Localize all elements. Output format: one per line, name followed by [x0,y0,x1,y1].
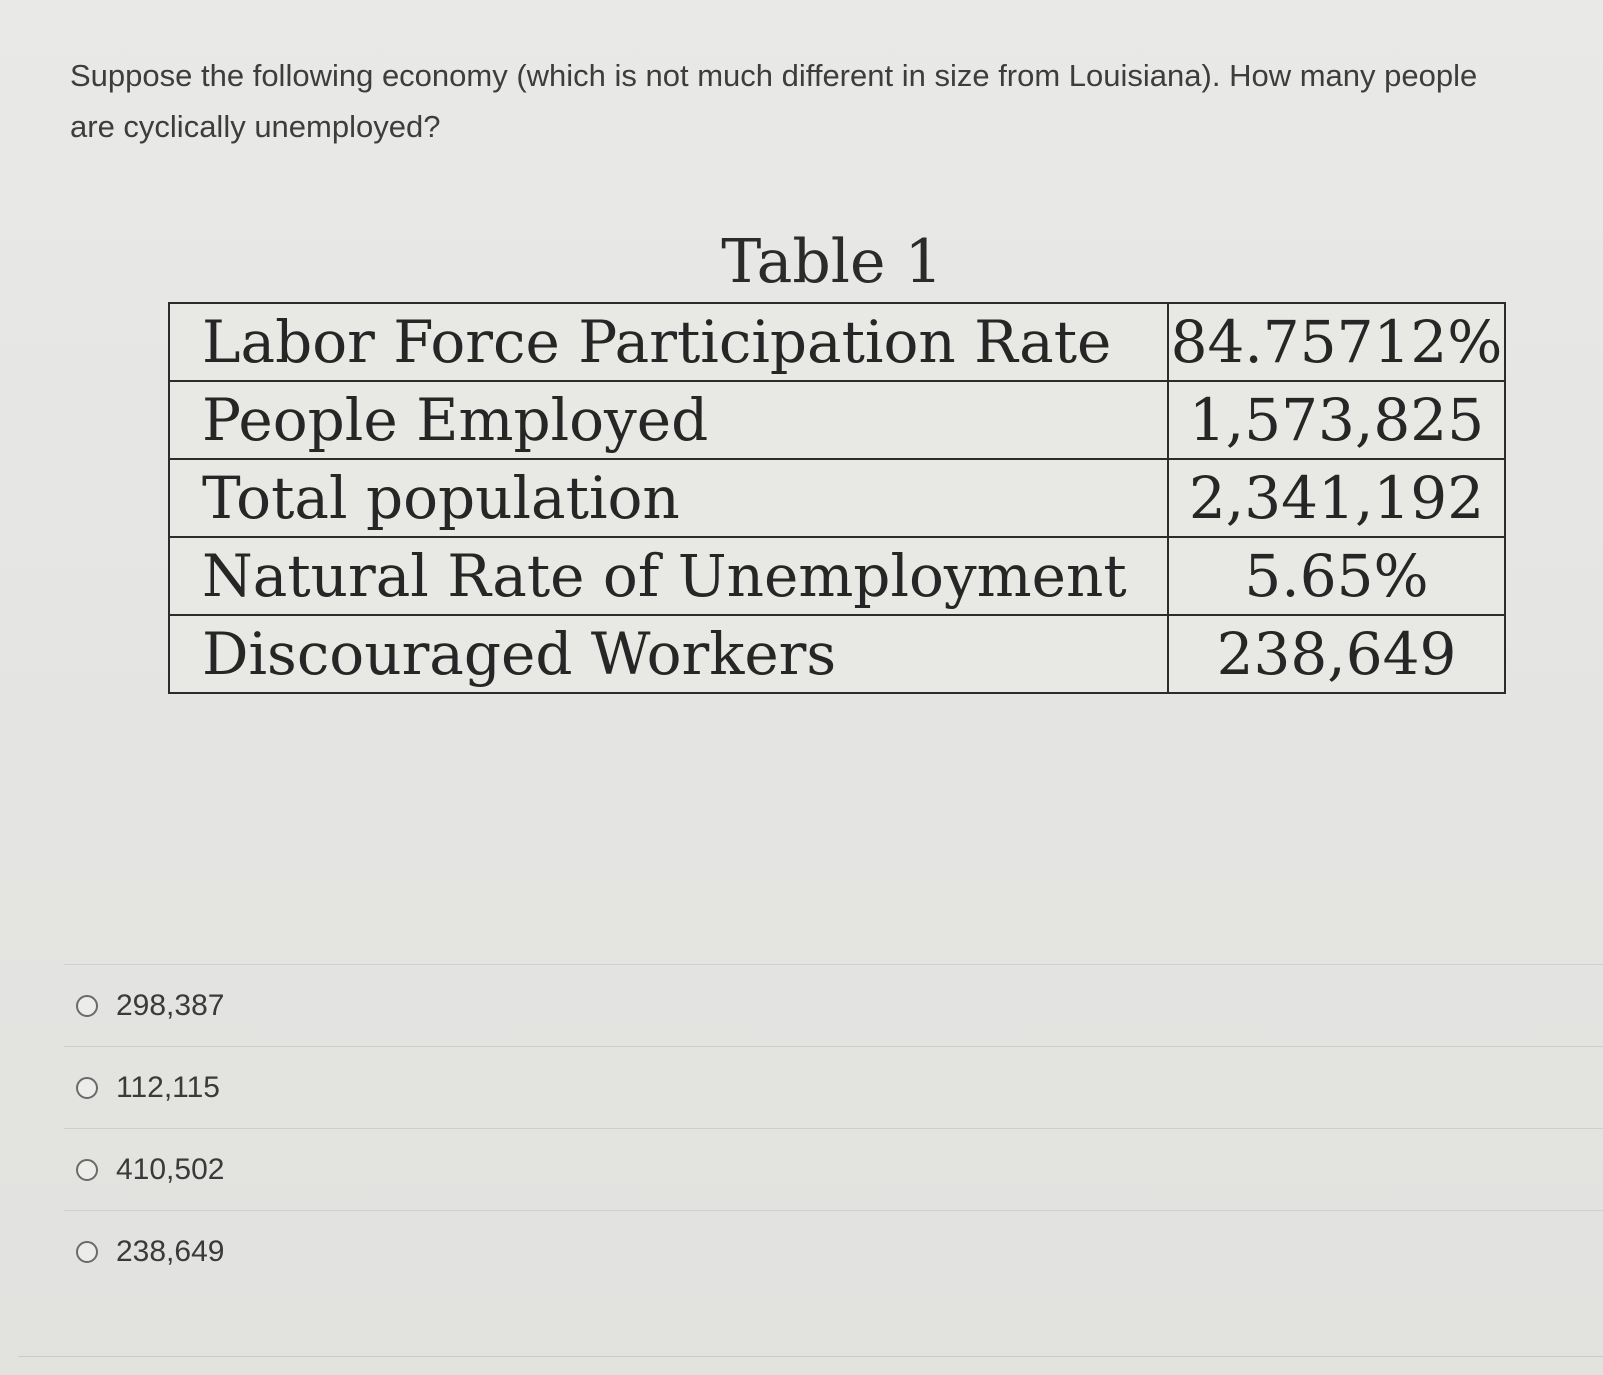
row-value: 5.65% [1168,537,1505,615]
row-value: 238,649 [1168,615,1505,693]
table-row [169,381,1505,459]
table-row [169,303,1505,381]
answer-option-2[interactable] [64,1047,1603,1128]
table-row [169,459,1505,537]
data-table-block [168,222,1506,694]
answer-option-3[interactable] [64,1129,1603,1210]
data-table [168,302,1506,694]
row-value: 84.75712% [1168,303,1505,381]
answer-option-label: 238,649 [116,1234,225,1268]
row-label: Discouraged Workers [169,615,1168,693]
answer-option-label: 298,387 [116,988,225,1022]
radio-button[interactable] [76,1241,98,1263]
answer-options [64,980,1603,1292]
radio-button[interactable] [76,995,98,1017]
answer-option-label: 112,115 [116,1070,220,1104]
row-label: Total population [169,459,1168,537]
row-label: People Employed [169,381,1168,459]
answer-option-1[interactable] [64,965,1603,1046]
row-label: Labor Force Participation Rate [169,303,1168,381]
answer-option-label: 410,502 [116,1152,225,1186]
table-caption: Table 1 [721,227,943,297]
row-value: 1,573,825 [1168,381,1505,459]
answer-option-4[interactable] [64,1211,1603,1292]
radio-button[interactable] [76,1159,98,1181]
bottom-divider [18,1356,1603,1357]
row-label: Natural Rate of Unemployment [169,537,1168,615]
row-value: 2,341,192 [1168,459,1505,537]
table-row [169,615,1505,693]
table-row [169,537,1505,615]
question-text: Suppose the following economy (which is not much different in size from Louisiana). How many people are cyclically unemployed? [70,58,1478,144]
radio-button[interactable] [76,1077,98,1099]
